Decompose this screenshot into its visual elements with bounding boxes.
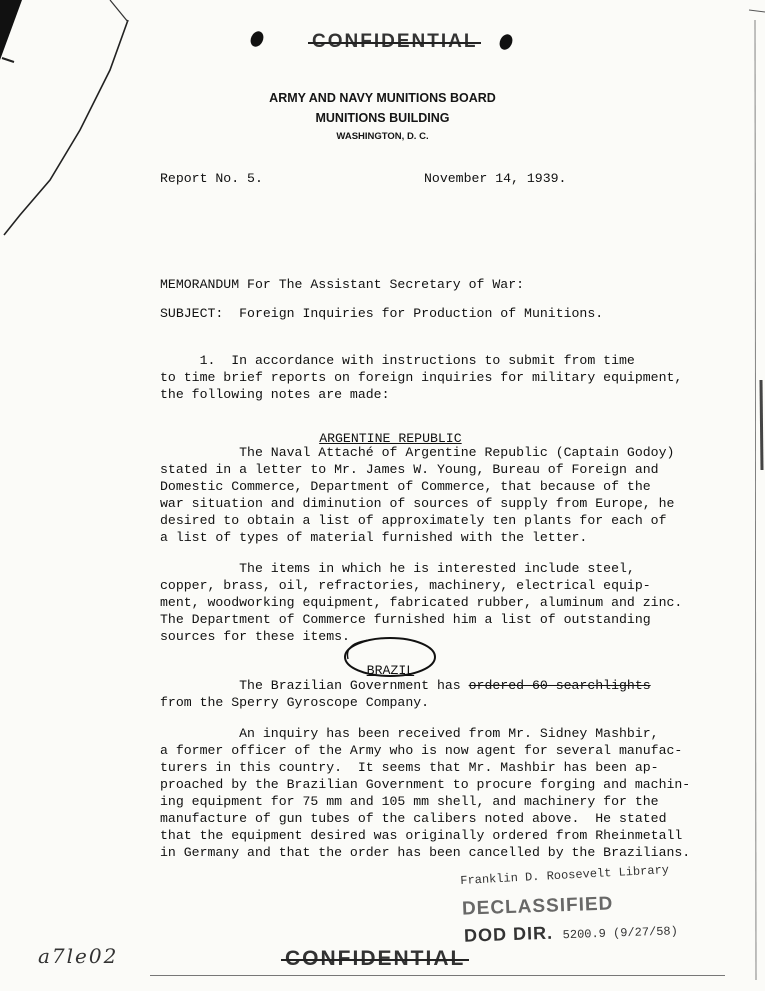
letterhead-line-1: ARMY AND NAVY MUNITIONS BOARD bbox=[269, 91, 496, 105]
argentina-p1-line-5: desired to obtain a list of approximately ten plants for each of bbox=[160, 513, 667, 528]
brazil-p2-line-1: An inquiry has been received from Mr. Sidney Mashbir, bbox=[160, 726, 659, 741]
intro-line-1: 1. In accordance with instructions to submit from time bbox=[160, 353, 635, 368]
brazil-p2-line-6: manufacture of gun tubes of the calibers noted above. He stated bbox=[160, 811, 667, 826]
ink-blot-left bbox=[248, 29, 266, 49]
margin-marks bbox=[0, 0, 140, 250]
memorandum-line: MEMORANDUM For The Assistant Secretary of War: bbox=[160, 277, 525, 292]
classification-stamp-bottom bbox=[285, 947, 465, 971]
library-stamp-line-2: DECLASSIFIED bbox=[461, 893, 614, 920]
report-date: November 14, 1939. bbox=[424, 171, 567, 186]
brazil-p2-line-4: proached by the Brazilian Government to procure forging and machin- bbox=[160, 777, 691, 792]
subject-line: SUBJECT: Foreign Inquiries for Production of Munitions. bbox=[160, 306, 604, 321]
bottom-rule bbox=[150, 975, 725, 976]
library-stamp-line-1: Franklin D. Roosevelt Library bbox=[460, 863, 670, 888]
right-edge-marks bbox=[735, 0, 765, 991]
library-stamp-line-3: DOD DIR. 5200.9 (9/27/58) bbox=[463, 922, 679, 946]
letterhead-line-3: WASHINGTON, D. C. bbox=[336, 131, 429, 142]
argentina-p2-line-4: The Department of Commerce furnished him a list of outstanding bbox=[160, 612, 651, 627]
argentina-p1-line-6: a list of types of material furnished with the letter. bbox=[160, 530, 588, 545]
intro-line-3: the following notes are made: bbox=[160, 387, 390, 402]
heading-brazil: BRAZIL bbox=[366, 663, 415, 678]
report-number: Report No. 5. bbox=[160, 171, 263, 186]
brazil-p2-line-2: a former officer of the Army who is now agent for several manufac- bbox=[160, 743, 683, 758]
argentina-p1-line-3: Domestic Commerce, Department of Commerce, that because of the bbox=[160, 479, 651, 494]
ink-blot-right bbox=[497, 32, 515, 52]
brazil-p2-line-7: that the equipment desired was originally ordered from Rheinmetall bbox=[160, 828, 683, 843]
handwritten-file-ref: a7le02 bbox=[38, 944, 119, 968]
brazil-p1-line-2: from the Sperry Gyroscope Company. bbox=[160, 695, 430, 710]
heading-argentine-republic: ARGENTINE REPUBLIC bbox=[319, 431, 462, 446]
argentina-p2-line-3: ment, woodworking equipment, fabricated rubber, aluminum and zinc. bbox=[160, 595, 683, 610]
brazil-p2-line-3: turers in this country. It seems that Mr. Mashbir has been ap- bbox=[160, 760, 659, 775]
intro-line-2: to time brief reports on foreign inquiries for military equipment, bbox=[160, 370, 683, 385]
brazil-p1-line-1: The Brazilian Government has ordered 60 searchlights bbox=[160, 678, 651, 693]
letterhead-line-2: MUNITIONS BUILDING bbox=[315, 111, 450, 125]
brazil-p2-line-8: in Germany and that the order has been cancelled by the Brazilians. bbox=[160, 845, 691, 860]
argentina-p2-line-1: The items in which he is interested include steel, bbox=[160, 561, 635, 576]
argentina-p2-line-2: copper, brass, oil, refractories, machinery, electrical equip- bbox=[160, 578, 651, 593]
argentina-p1-line-4: war situation and diminution of sources of supply from Europe, he bbox=[160, 496, 675, 511]
classification-stamp-top bbox=[312, 31, 477, 53]
struck-searchlights-phrase: ordered 60 searchlights bbox=[468, 678, 651, 693]
argentina-p1-line-1: The Naval Attaché of Argentine Republic (Captain Godoy) bbox=[160, 445, 675, 460]
brazil-p2-line-5: ing equipment for 75 mm and 105 mm shell, and machinery for the bbox=[160, 794, 659, 809]
argentina-p2-line-5: sources for these items. bbox=[160, 629, 350, 644]
argentina-p1-line-2: stated in a letter to Mr. James W. Young, Bureau of Foreign and bbox=[160, 462, 659, 477]
